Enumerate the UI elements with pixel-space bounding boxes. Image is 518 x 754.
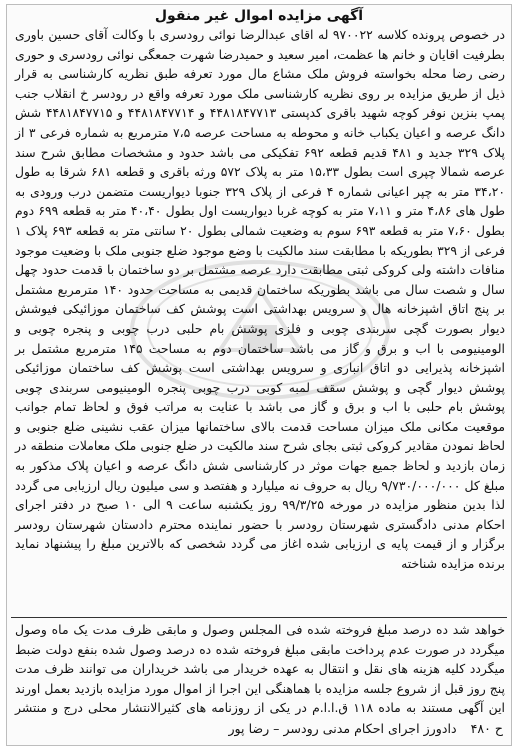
notice-footer (7, 718, 511, 740)
notice-page (6, 4, 512, 746)
notice-title: آگهی مزایده اموال غیر منقول (154, 8, 364, 24)
notice-body: در خصوص پرونده کلاسه ۹۷۰۰۲۲ له اقای عبدالرضا نوائی رودسری با وکالت آقای حسین باوری بطرفیت اقایان و خانم ها عظمت، امیر سعید و حمیدرضا شهرت جمعگی نوائی رودسری و حوری رضی رضا محله بخواسته فروش ملک مشاع مال مورد تعرفه طبق نظریه کارشناسی به قرار ذیل از طریق مزایده بر روی نظریه کارشناسی ملک مورد تعرفه واقع در رودسر خ انقلاب جنب پمپ بنزین نوفر کوچه شهید باقری کدپستی ۴۴۸۱۸۴۷۷۱۳ و ۴۴۸۱۸۴۷۷۱۴ و ۴۴۸۱۸۴۷۷۱۵ شش دانگ عرصه و اعیان یکباب خانه و محوطه به مساحت عرصه ۷،۵ مترمربع به شماره فرعی ۳ از پلاک ۳۲۹ جدید و ۴۸۱ قدیم قطعه ۶۹۲ تفکیکی می باشد حدود و مشخصات مطابق شرح سند عرصه شمالا چپری است بطول ۱۵،۳۳ متر به پلاک ۵۷۲ ورثه باقری و قطعه ۶۸۱ شرقا به طول ۳۴،۲۰ متر به چپر اعیانی شماره ۴ فرعی از پلاک ۳۲۹ جنوبا دیواریست متضمن درب ورودی به طول های ۴،۸۶ متر و ۷،۱۱ متر به کوچه غربا دیواریست اول بطول ۴۰،۴۰ متر به قطعه ۶۹۹ دوم بطول ۷،۶۰ متر به قطعه ۶۹۳ سوم به وضعیت شمالی بطول ۲۰ سانتی متر به قطعه ۶۹۳ پلاک ۱ فرعی از ۳۲۹ بطوریکه با مطابقت سند مالکیت با وضع موجود ضلع جنوبی ملک با وضعیت موجود منافات داشته ولی کروکی ثبتی مطابقت دارد عرصه مشتمل بر دو ساختمان با قدمت حدود چهل سال و شصت سال می باشد بطوریکه ساختمان قدیمی به مساحت حدود ۱۴۰ مترمربع مشتمل بر پنج اتاق اشپزخانه هال و سرویس بهداشتی است پوشش کف ساختمان موزائیکی فیوشش دیوار بصورت گچی سربندی چوبی و فلزی پوشش بام حلبی درب چوبی و پنجره چوبی و الومینیومی با اب و برق و گاز می باشد ساختمان دوم به مساحت ۱۴۵ مترمربع مشتمل بر اشپزخانه پذیرایی دو اتاق انباری و سرویس بهداشتی است پوشش کف ساختمان موزائیکی پوشش دیوار گچی و پوشش سقف لمبه کوبی درب چوبی پنجره الومینیومی سربندی چوبی پوشش بام حلبی با اب و برق و گاز می باشد با عنایت به مراتب فوق و لحاظ تمام جوانب موقعیت مکانی ملک میزان مساحت قدمت بالای ساختمانها میزان عقب نشینی ضلع جنوبی و لحاظ نمودن مقادیر کروکی ثبتی بجای شرح سند مالکیت در ضلع جنوبی ملک معاملات منطقه در زمان بازدید و لحاظ جمیع جهات موثر در کارشناسی شش دانگ عرصه و اعیان پلاک مذکور به مبلغ کل ۹/۷۳۰/۰۰۰/۰۰۰ ریال به حروف نه میلیارد و هفتصد و سی میلیون ریال ارزیابی می گردد لذا بدین منظور مزایده در مورخه ۹۹/۳/۲۵ روز یکشنبه ساعت ۹ الی ۱۰ صبح در دفتر اجرای احکام مدنی دادگستری شهرستان رودسر با حضور نماینده محترم دادستان شهرستان رودسر برگزار و از قیمت پایه ی ارزیابی شده اغاز می گردد شخصی که بالاترین مبلغ را پیشنهاد نماید برنده مزایده شناخته (15, 27, 506, 572)
footer-signature: دادورز اجرای احکام مدنی رودسر – رضا پور (228, 721, 457, 736)
notice-continuation: خواهد شد ده درصد مبلغ فروخته شده فی المجلس وصول و مابقی ظرف مدت یک ماه وصول میگردد در صورت عدم پرداخت مابقی مبلغ فروخته شده ده درصد وصول شده بنفع دولت ضبط میگردد کلیه هزینه های نقل و انتقال به عهده خریدار می باشد خریداران می توانند ظرف مدت پنج روز قبل از شروع جلسه مزایده با هماهنگی این اجرا از اموال مورد مزایده بازدید بعمل اورند این آگهی مستند به ماده ۱۱۸ ق.ا.ا.م در یکی از روزنامه های کثیرالانتشار محلی درج و منتشر (15, 622, 505, 716)
footer-code: ح ۴۸۰ (470, 721, 503, 736)
